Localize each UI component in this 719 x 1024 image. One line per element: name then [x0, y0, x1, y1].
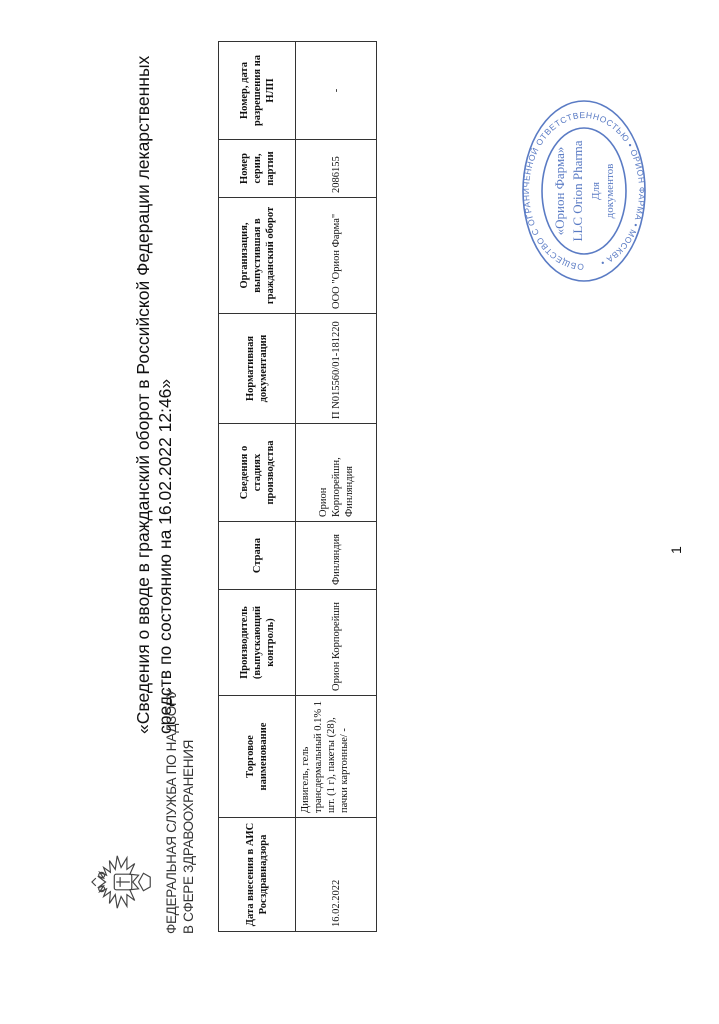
- cell-trade-name: Дивигель, гель трансдермальный 0.1% 1 шт. (1 г), пакеты (28), пачки картонные/ -: [296, 696, 377, 818]
- cell-batch-number: 2086155: [296, 140, 377, 198]
- stamp-line1: «Орион Фарма»: [552, 146, 567, 236]
- document-title-line2: средств по состоянию на 16.02.2022 12:46»: [155, 378, 175, 734]
- cell-manufacturer: Орион Корпорейшн: [296, 590, 377, 696]
- header-trade-name: Торговое наименование: [219, 696, 296, 818]
- cell-country: Финляндия: [296, 522, 377, 590]
- header-regulatory-docs: Нормативная документация: [219, 314, 296, 424]
- header-batch-number: Номер серии, партии: [219, 140, 296, 198]
- header-permit-number: Номер, дата разрешения на НЛП: [219, 42, 296, 140]
- document-title: [132, 14, 176, 734]
- table-header-row: [219, 42, 296, 932]
- release-data-table: [218, 41, 377, 932]
- page-number: 1: [668, 546, 684, 554]
- cell-permit-number: -: [296, 42, 377, 140]
- stamp-line3: Для: [590, 181, 602, 201]
- cell-regulatory-docs: П N015560/01-181220: [296, 314, 377, 424]
- double-headed-eagle-emblem-icon: [90, 848, 158, 916]
- header-date-added: Дата внесения в АИС Росздравнадзора: [219, 818, 296, 932]
- cell-releasing-organization: ООО "Орион Фарма": [296, 198, 377, 314]
- stamp-outer-text: ОБЩЕСТВО С ОГРАНИЧЕННОЙ ОТВЕТСТВЕННОСТЬЮ • ОРИОН ФАРМА • МОСКВА •: [520, 109, 648, 273]
- cell-production-stages: Орион Корпорейшн, Финляндия: [296, 424, 377, 522]
- header-production-stages: Сведения о стадиях производства: [219, 424, 296, 522]
- cell-date-added: 16.02.2022: [296, 818, 377, 932]
- agency-block: [90, 689, 197, 934]
- agency-name-line1: ФЕДЕРАЛЬНАЯ СЛУЖБА ПО НАДЗОРУ: [164, 689, 179, 934]
- company-seal-stamp: [520, 96, 648, 286]
- header-releasing-organization: Организация, выпустившая в гражданский оборот: [219, 198, 296, 314]
- header-country: Страна: [219, 522, 296, 590]
- agency-name-line2: В СФЕРЕ ЗДРАВООХРАНЕНИЯ: [181, 739, 196, 934]
- stamp-line2: LLC Orion Pharma: [570, 140, 585, 242]
- table-row: [296, 42, 377, 932]
- document-title-line1: «Сведения о вводе в гражданский оборот в Российской Федерации лекарственных: [133, 55, 153, 734]
- stamp-line4: документов: [604, 163, 616, 219]
- header-manufacturer: Производитель (выпускающий контроль): [219, 590, 296, 696]
